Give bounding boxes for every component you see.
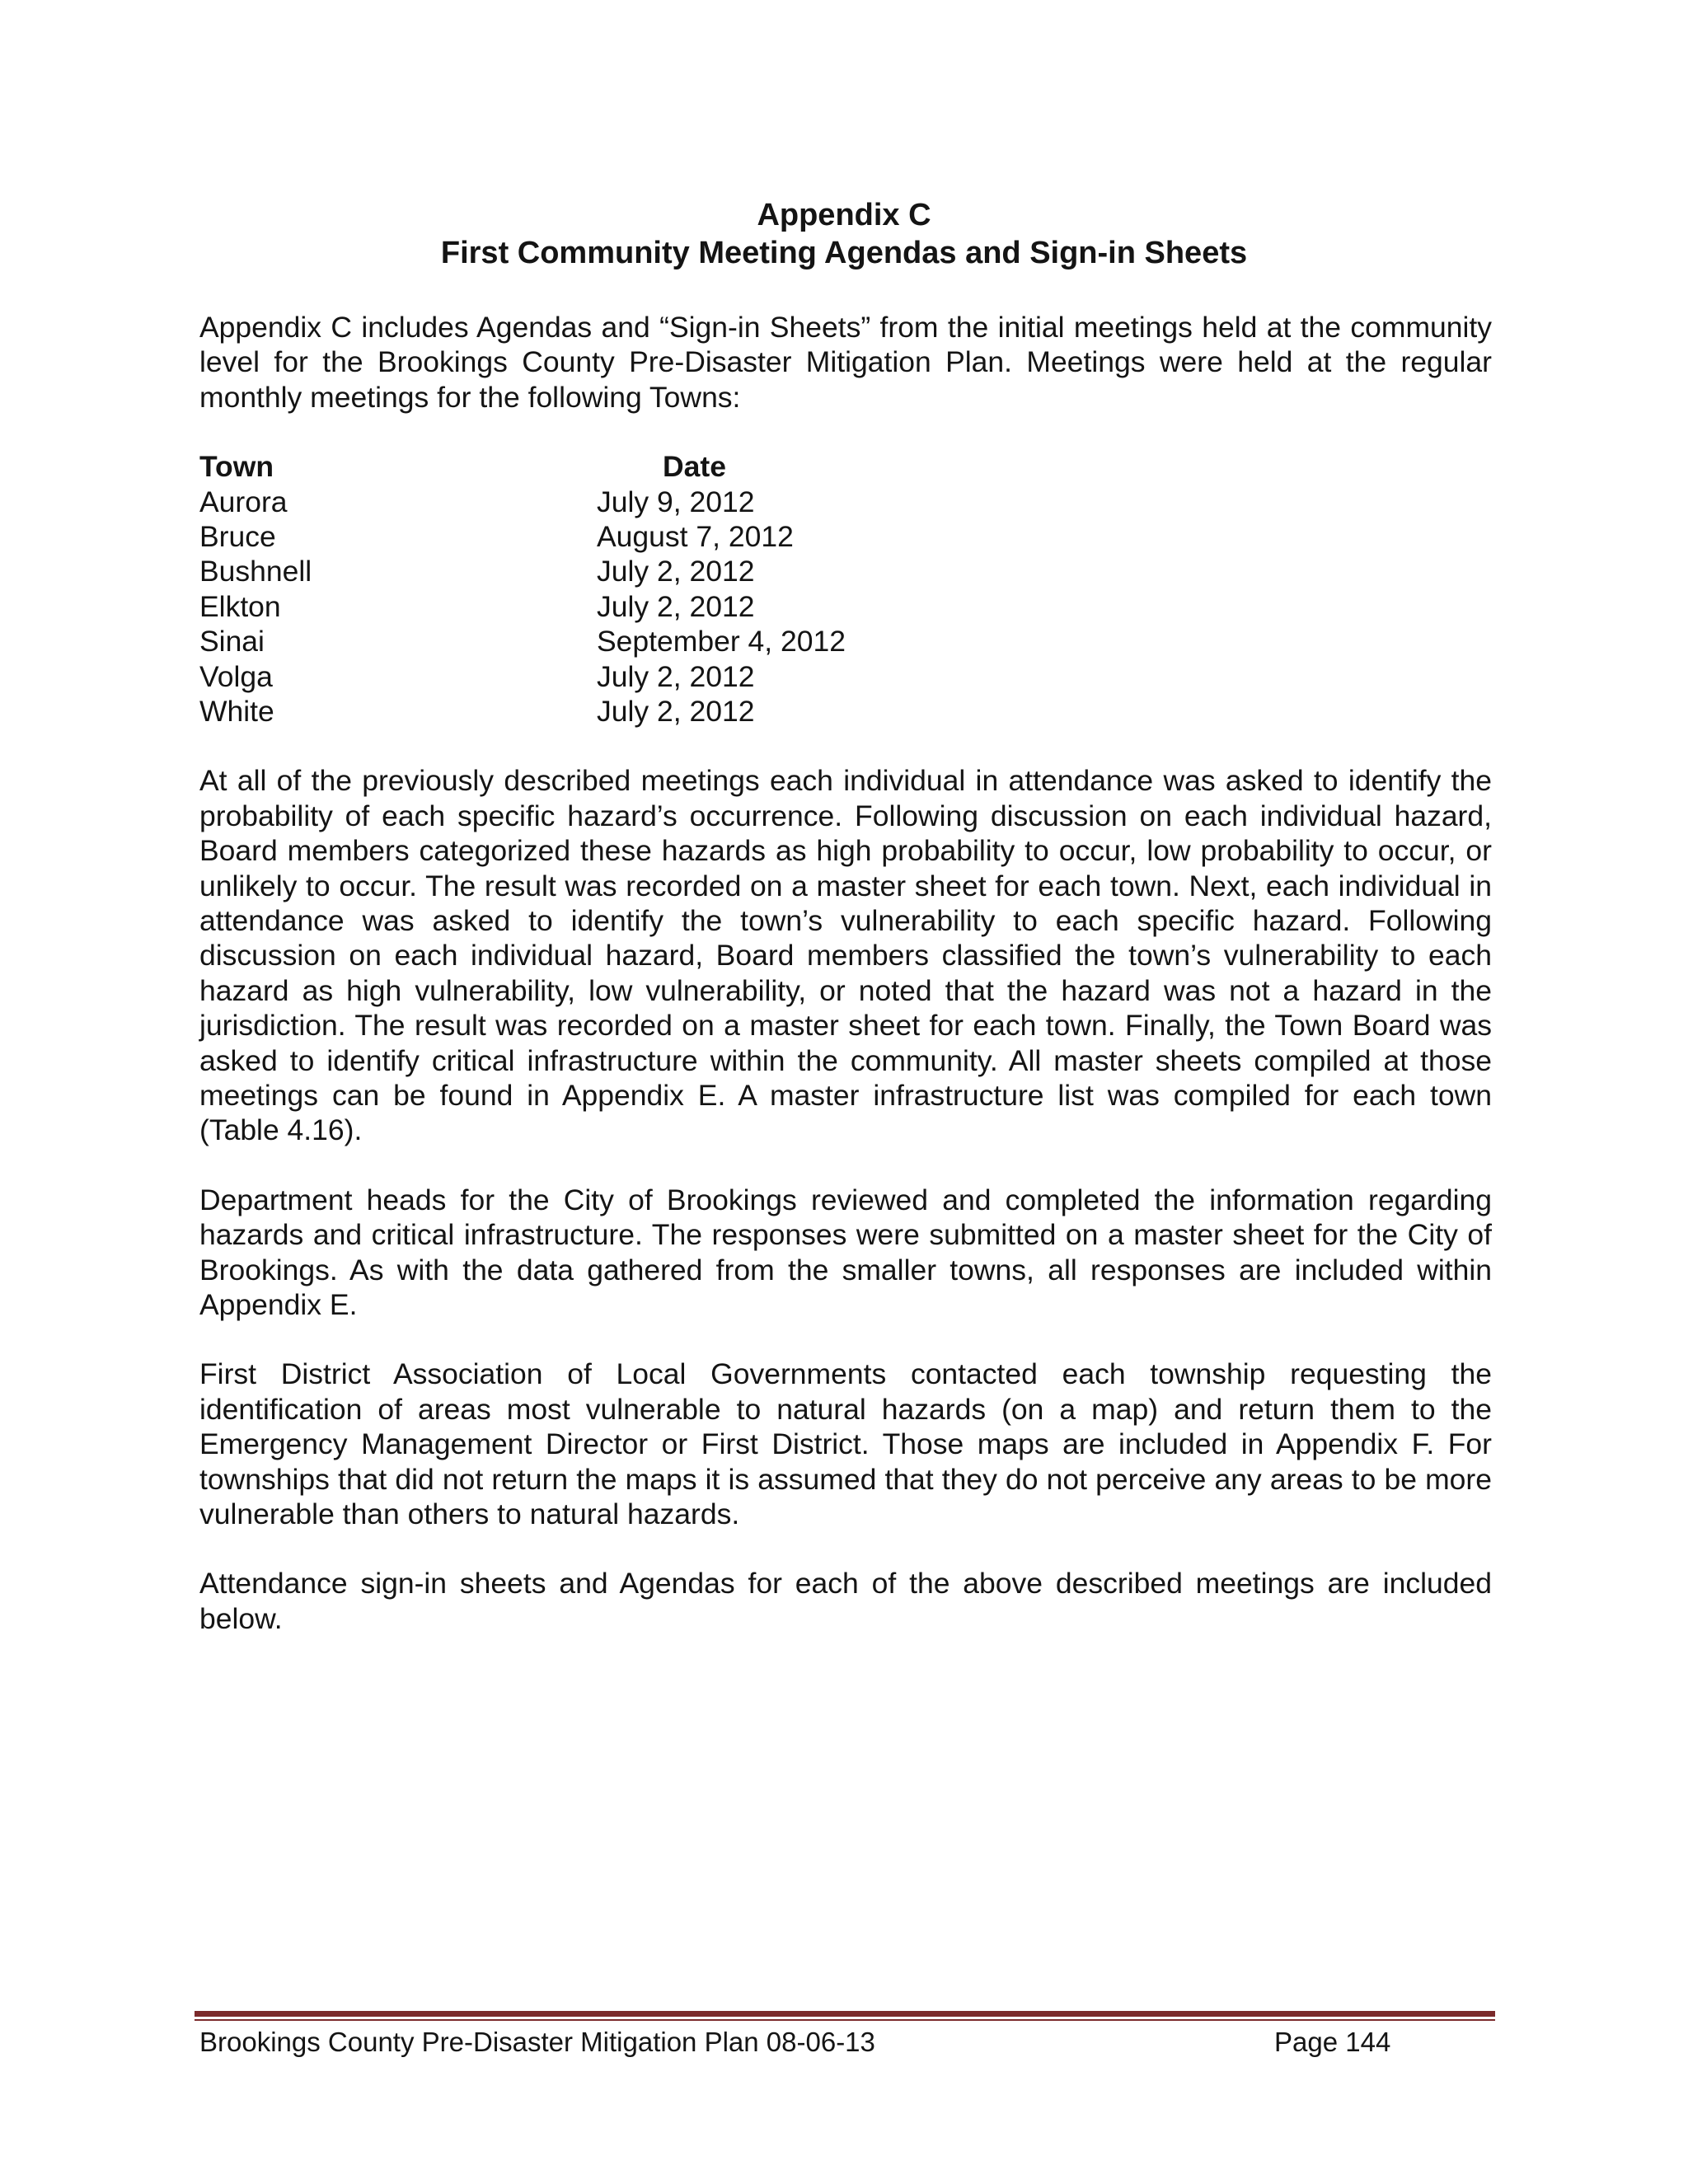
- date-cell: July 2, 2012: [597, 555, 755, 588]
- town-cell: Bruce: [199, 520, 276, 553]
- table-row: [199, 485, 1492, 519]
- date-cell: July 9, 2012: [597, 485, 755, 518]
- date-cell: July 2, 2012: [597, 589, 755, 623]
- date-cell: August 7, 2012: [597, 520, 794, 553]
- towns-table-header: [199, 449, 1492, 484]
- towns-table: [199, 449, 1492, 729]
- town-cell: Sinai: [199, 625, 265, 658]
- town-cell: Volga: [199, 659, 273, 693]
- date-cell: July 2, 2012: [597, 694, 755, 728]
- table-row: [199, 519, 1492, 554]
- footer-page-number: Page 144: [1274, 2027, 1391, 2057]
- footer-divider-thin: [195, 2019, 1495, 2021]
- date-cell: July 2, 2012: [597, 659, 755, 693]
- hazard-assessment-paragraph: At all of the previously described meetings each individual in attendance was asked to identify the probability of each specific hazard’s occurrence. Following discussion on each individual hazard, Board members categorized these hazards as high probability to occur, low probability to occur, or unlikely to occur. The result was recorded on a master sheet for each town. Next, each individual in attendance was asked to identify the town’s vulnerability to each specific hazard. Following discussion on each individual hazard, Board members classified the town’s vulnerability to each hazard as high vulnerability, low vulnerability, or noted that the hazard was not a hazard in the jurisdiction. The result was recorded on a master sheet for each town. Finally, the Town Board was asked to identify critical infrastructure within the community. All master sheets compiled at those meetings can be found in Appendix E. A master infrastructure list was compiled for each town (Table 4.16).: [199, 764, 1492, 1147]
- document-body: [199, 310, 1492, 1671]
- date-column-header: Date: [663, 450, 726, 484]
- city-of-brookings-paragraph: Department heads for the City of Brookings reviewed and completed the information regarding hazards and critical infrastructure. The responses were submitted on a master sheet for the City of Brookings. As with the data gathered from the smaller towns, all responses are included within Appendix E.: [199, 1183, 1492, 1322]
- table-row: [199, 554, 1492, 588]
- town-cell: White: [199, 694, 274, 728]
- township-maps-paragraph: First District Association of Local Governments contacted each township requesting the identification of areas most vulnerable to natural hazards (on a map) and return them to the Emergency Management Director or First District. Those maps are included in Appendix F. For townships that did not return the maps it is assumed that they do not perceive any areas to be more vulnerable than others to natural hazards.: [199, 1357, 1492, 1531]
- table-row: [199, 589, 1492, 624]
- footer-divider: [195, 2011, 1495, 2021]
- table-row: [199, 624, 1492, 658]
- appendix-title: First Community Meeting Agendas and Sign-in Sheets: [440, 236, 1248, 270]
- table-row: [199, 694, 1492, 729]
- table-row: [199, 659, 1492, 694]
- town-cell: Aurora: [199, 485, 288, 518]
- town-column-header: Town: [199, 450, 274, 484]
- closing-paragraph: Attendance sign-in sheets and Agendas for each of the above described meetings are included below.: [199, 1567, 1492, 1635]
- appendix-label: Appendix C: [757, 198, 931, 232]
- town-cell: Bushnell: [199, 555, 312, 588]
- intro-paragraph: Appendix C includes Agendas and “Sign-in Sheets” from the initial meetings held at the community level for the Brookings County Pre-Disaster Mitigation Plan. Meetings were held at the regular monthly meetings for the following Towns:: [199, 311, 1492, 414]
- footer-document-title: Brookings County Pre-Disaster Mitigation Plan 08-06-13: [199, 2027, 875, 2057]
- page-title-block: [0, 196, 1688, 272]
- footer-divider-thick: [195, 2011, 1495, 2017]
- date-cell: September 4, 2012: [597, 625, 846, 658]
- town-cell: Elkton: [199, 589, 281, 623]
